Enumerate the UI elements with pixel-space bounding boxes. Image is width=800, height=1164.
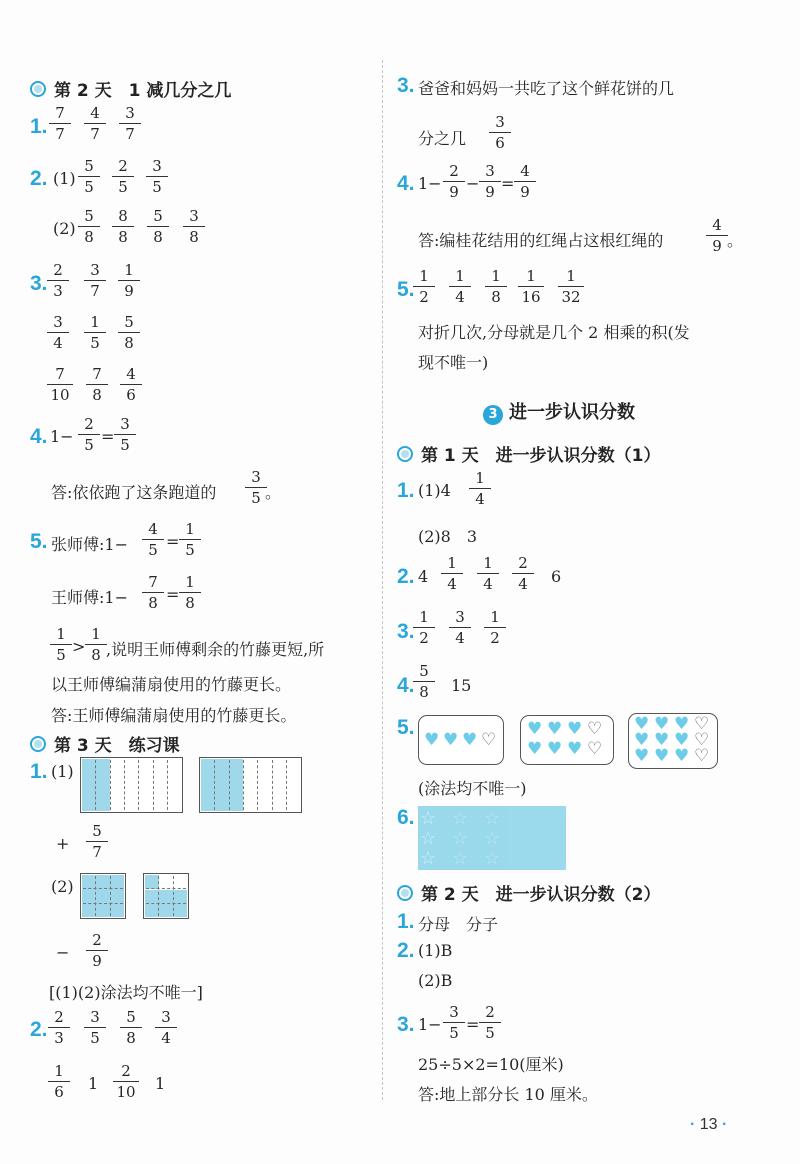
fraction: $\frac{1}{5}$ [84,313,106,352]
fraction: $\frac{1}{8}$ [485,267,507,306]
fraction: $\frac{3}{7}$ [119,104,141,143]
fraction: $\frac{4}{9}$ [706,216,728,255]
fraction: $\frac{1}{9}$ [118,261,140,300]
fraction: $\frac{7}{10}$ [47,365,73,404]
question-text: 分之几 [418,129,467,148]
fraction: $\frac{1}{16}$ [518,267,544,306]
expression-text: 张师傅:1− [51,535,128,554]
value-text: 4 [418,567,429,586]
heart-icon: ♥ [674,730,690,750]
fraction: $\frac{3}{7}$ [84,261,106,300]
question-number: 2. [30,1018,48,1041]
expression-text: − [466,174,480,193]
fraction: $\frac{2}{3}$ [47,261,69,300]
fraction-diagram [80,873,126,919]
star-panel [418,806,566,870]
expression-text: = [166,532,180,551]
operator-text: − [56,943,70,962]
fraction: $\frac{7}{8}$ [142,573,164,612]
question-number: 6. [397,806,415,829]
question-number: 4. [397,172,415,195]
heart-icon: ♥ [567,739,583,759]
answer-text: 分母 分子 [418,915,499,934]
value-text: 1 [155,1074,166,1093]
operator-text: + [56,834,70,853]
fraction: $\frac{1}{4}$ [449,267,471,306]
heart-empty-icon: ♡ [587,739,603,759]
explanation-text: ,说明王师傅剩余的竹藤更短,所 [106,640,325,659]
heart-empty-icon: ♡ [481,730,497,750]
heart-box [520,715,614,765]
fraction: $\frac{3}{9}$ [479,162,501,201]
unit-header: 3 进一步认识分数 [483,398,635,425]
fraction: $\frac{5}{8}$ [118,313,140,352]
column-divider [382,60,383,1100]
question-number: 1. [30,115,48,138]
fraction-diagram [143,873,189,919]
answer-text: (1)4 [418,481,451,500]
section-header-day1: 第 1 天 进一步认识分数（1） [397,441,661,466]
heart-icon: ♥ [634,730,650,750]
fraction: $\frac{2}{3}$ [48,1008,70,1047]
calculation-text: 25÷5×2=10(厘米) [418,1055,564,1074]
heart-empty-icon: ♡ [587,719,603,739]
answer-text: (1)B [418,941,453,960]
fraction: $\frac{1}{2}$ [413,608,435,647]
heart-icon: ♥ [527,719,543,739]
fraction: $\frac{2}{9}$ [443,162,465,201]
answer-text: 答:王师傅编蒲扇使用的竹藤更长。 [51,706,297,725]
heart-icon: ♥ [567,719,583,739]
expression-text: 王师傅:1− [51,588,128,607]
question-number: 1. [397,910,415,933]
answer-text: 。 [727,231,744,250]
fraction-diagram [199,757,302,813]
fraction: $\frac{5}{8}$ [413,662,435,701]
fraction: $\frac{3}{5}$ [114,415,136,454]
fraction: $\frac{2}{9}$ [86,931,108,970]
circle-icon [397,446,413,462]
question-number: 2. [397,939,415,962]
question-number: 5. [397,278,415,301]
section-header-day2: 第 2 天 1 减几分之几 [30,76,231,101]
fraction: $\frac{3}{8}$ [183,207,205,246]
answer-text: 。 [265,483,282,502]
question-number: 3. [30,272,48,295]
star-icon: ☆ [452,848,469,869]
fraction: $\frac{5}{8}$ [147,207,169,246]
note-text: [(1)(2)涂法均不唯一] [49,983,203,1002]
fraction: $\frac{3}{5}$ [245,468,267,507]
heart-empty-icon: ♡ [694,714,710,734]
heart-icon: ♥ [424,730,440,750]
explanation-text: 对折几次,分母就是几个 2 相乘的积(发 [418,323,690,342]
question-number: 5. [397,716,415,739]
heart-icon: ♥ [634,746,650,766]
part-label: (2) [51,877,74,896]
expression-text: 1− [418,1015,442,1034]
heart-box [628,713,718,769]
fraction: $\frac{4}{7}$ [84,104,106,143]
circle-icon [30,736,46,752]
fraction: $\frac{3}{5}$ [84,1008,106,1047]
part-label: (1) [53,169,76,188]
heart-icon: ♥ [674,746,690,766]
fraction: $\frac{1}{6}$ [48,1062,70,1101]
fraction: $\frac{3}{5}$ [443,1003,465,1042]
note-text: (涂法均不唯一) [418,779,527,798]
fraction: $\frac{1}{8}$ [85,625,107,664]
question-number: 3. [397,620,415,643]
fraction: $\frac{4}{9}$ [514,162,536,201]
fraction: $\frac{1}{2}$ [413,267,435,306]
heart-box [418,715,504,765]
answer-text: (2)8 3 [418,527,478,546]
question-number: 1. [397,479,415,502]
question-text: 爸爸和妈妈一共吃了这个鲜花饼的几 [418,79,675,98]
fraction-diagram [80,757,183,813]
heart-icon: ♥ [547,719,563,739]
star-icon: ☆ [452,808,469,829]
expression-text: > [72,637,86,656]
heart-empty-icon: ♡ [694,746,710,766]
value-text: 15 [451,676,472,695]
explanation-text: 以王师傅编蒲扇使用的竹藤更长。 [51,675,292,694]
heart-icon: ♥ [527,739,543,759]
fraction: $\frac{8}{8}$ [112,207,134,246]
star-icon: ☆ [484,848,501,869]
explanation-text: 现不唯一) [418,353,489,372]
circle-icon [397,885,413,901]
fraction: $\frac{3}{4}$ [155,1008,177,1047]
answer-text: 答:编桂花结用的红绳占这根红绳的 [418,231,664,250]
question-number: 5. [30,530,48,553]
expression-text: = [501,174,515,193]
fraction: $\frac{2}{5}$ [479,1003,501,1042]
expression-text: 1− [418,174,442,193]
fraction: $\frac{1}{4}$ [469,469,491,508]
heart-icon: ♥ [654,746,670,766]
fraction: $\frac{7}{8}$ [86,365,108,404]
star-icon: ☆ [484,828,501,849]
fraction: $\frac{2}{5}$ [78,415,100,454]
fraction: $\frac{1}{2}$ [484,608,506,647]
question-number: 4. [397,674,415,697]
question-number: 3. [397,1013,415,1036]
value-text: 6 [551,567,562,586]
fraction: $\frac{5}{5}$ [78,157,100,196]
fraction: $\frac{7}{7}$ [49,104,71,143]
fraction: $\frac{2}{4}$ [512,554,534,593]
part-label: (1) [51,762,74,781]
fraction: $\frac{1}{4}$ [477,554,499,593]
heart-icon: ♥ [462,730,478,750]
star-icon: ☆ [420,828,437,849]
expression-text: = [101,427,115,446]
question-number: 1. [30,760,48,783]
star-icon: ☆ [484,808,501,829]
heart-icon: ♥ [443,730,459,750]
fraction: $\frac{2}{10}$ [113,1062,139,1101]
star-icon: ☆ [420,848,437,869]
fraction: $\frac{4}{5}$ [142,520,164,559]
question-number: 4. [30,425,48,448]
section-header-day3: 第 3 天 练习课 [30,731,180,756]
fraction: $\frac{5}{8}$ [120,1008,142,1047]
question-number: 3. [397,74,415,97]
heart-icon: ♥ [547,739,563,759]
fraction: $\frac{1}{5}$ [179,520,201,559]
fraction: $\frac{5}{8}$ [78,207,100,246]
fraction: $\frac{4}{6}$ [120,365,142,404]
answer-text: 答:依依跑了这条跑道的 [51,483,217,502]
expression-text: 1− [50,427,74,446]
fraction: $\frac{1}{8}$ [179,573,201,612]
fraction: $\frac{1}{4}$ [441,554,463,593]
expression-text: = [466,1015,480,1034]
star-icon: ☆ [420,808,437,829]
fraction: $\frac{1}{5}$ [50,625,72,664]
fraction: $\frac{3}{4}$ [449,608,471,647]
value-text: 1 [88,1074,99,1093]
heart-icon: ♥ [654,730,670,750]
question-number: 2. [397,565,415,588]
fraction: $\frac{3}{6}$ [489,113,511,152]
circle-icon [30,81,46,97]
expression-text: = [166,585,180,604]
heart-icon: ♥ [654,714,670,734]
heart-empty-icon: ♡ [694,730,710,750]
fraction: $\frac{3}{5}$ [146,157,168,196]
question-number: 2. [30,167,48,190]
fraction: $\frac{5}{7}$ [86,822,108,861]
page-number: · 13 · [690,1116,728,1133]
answer-text: (2)B [418,971,453,990]
part-label: (2) [53,219,76,238]
heart-icon: ♥ [634,714,650,734]
fraction: $\frac{1}{32}$ [558,267,584,306]
fraction: $\frac{3}{4}$ [47,313,69,352]
section-header-day2-right: 第 2 天 进一步认识分数（2） [397,880,661,905]
unit-badge: 3 [483,405,503,425]
star-icon: ☆ [452,828,469,849]
fraction: $\frac{2}{5}$ [112,157,134,196]
answer-text: 答:地上部分长 10 厘米。 [418,1085,598,1104]
heart-icon: ♥ [674,714,690,734]
